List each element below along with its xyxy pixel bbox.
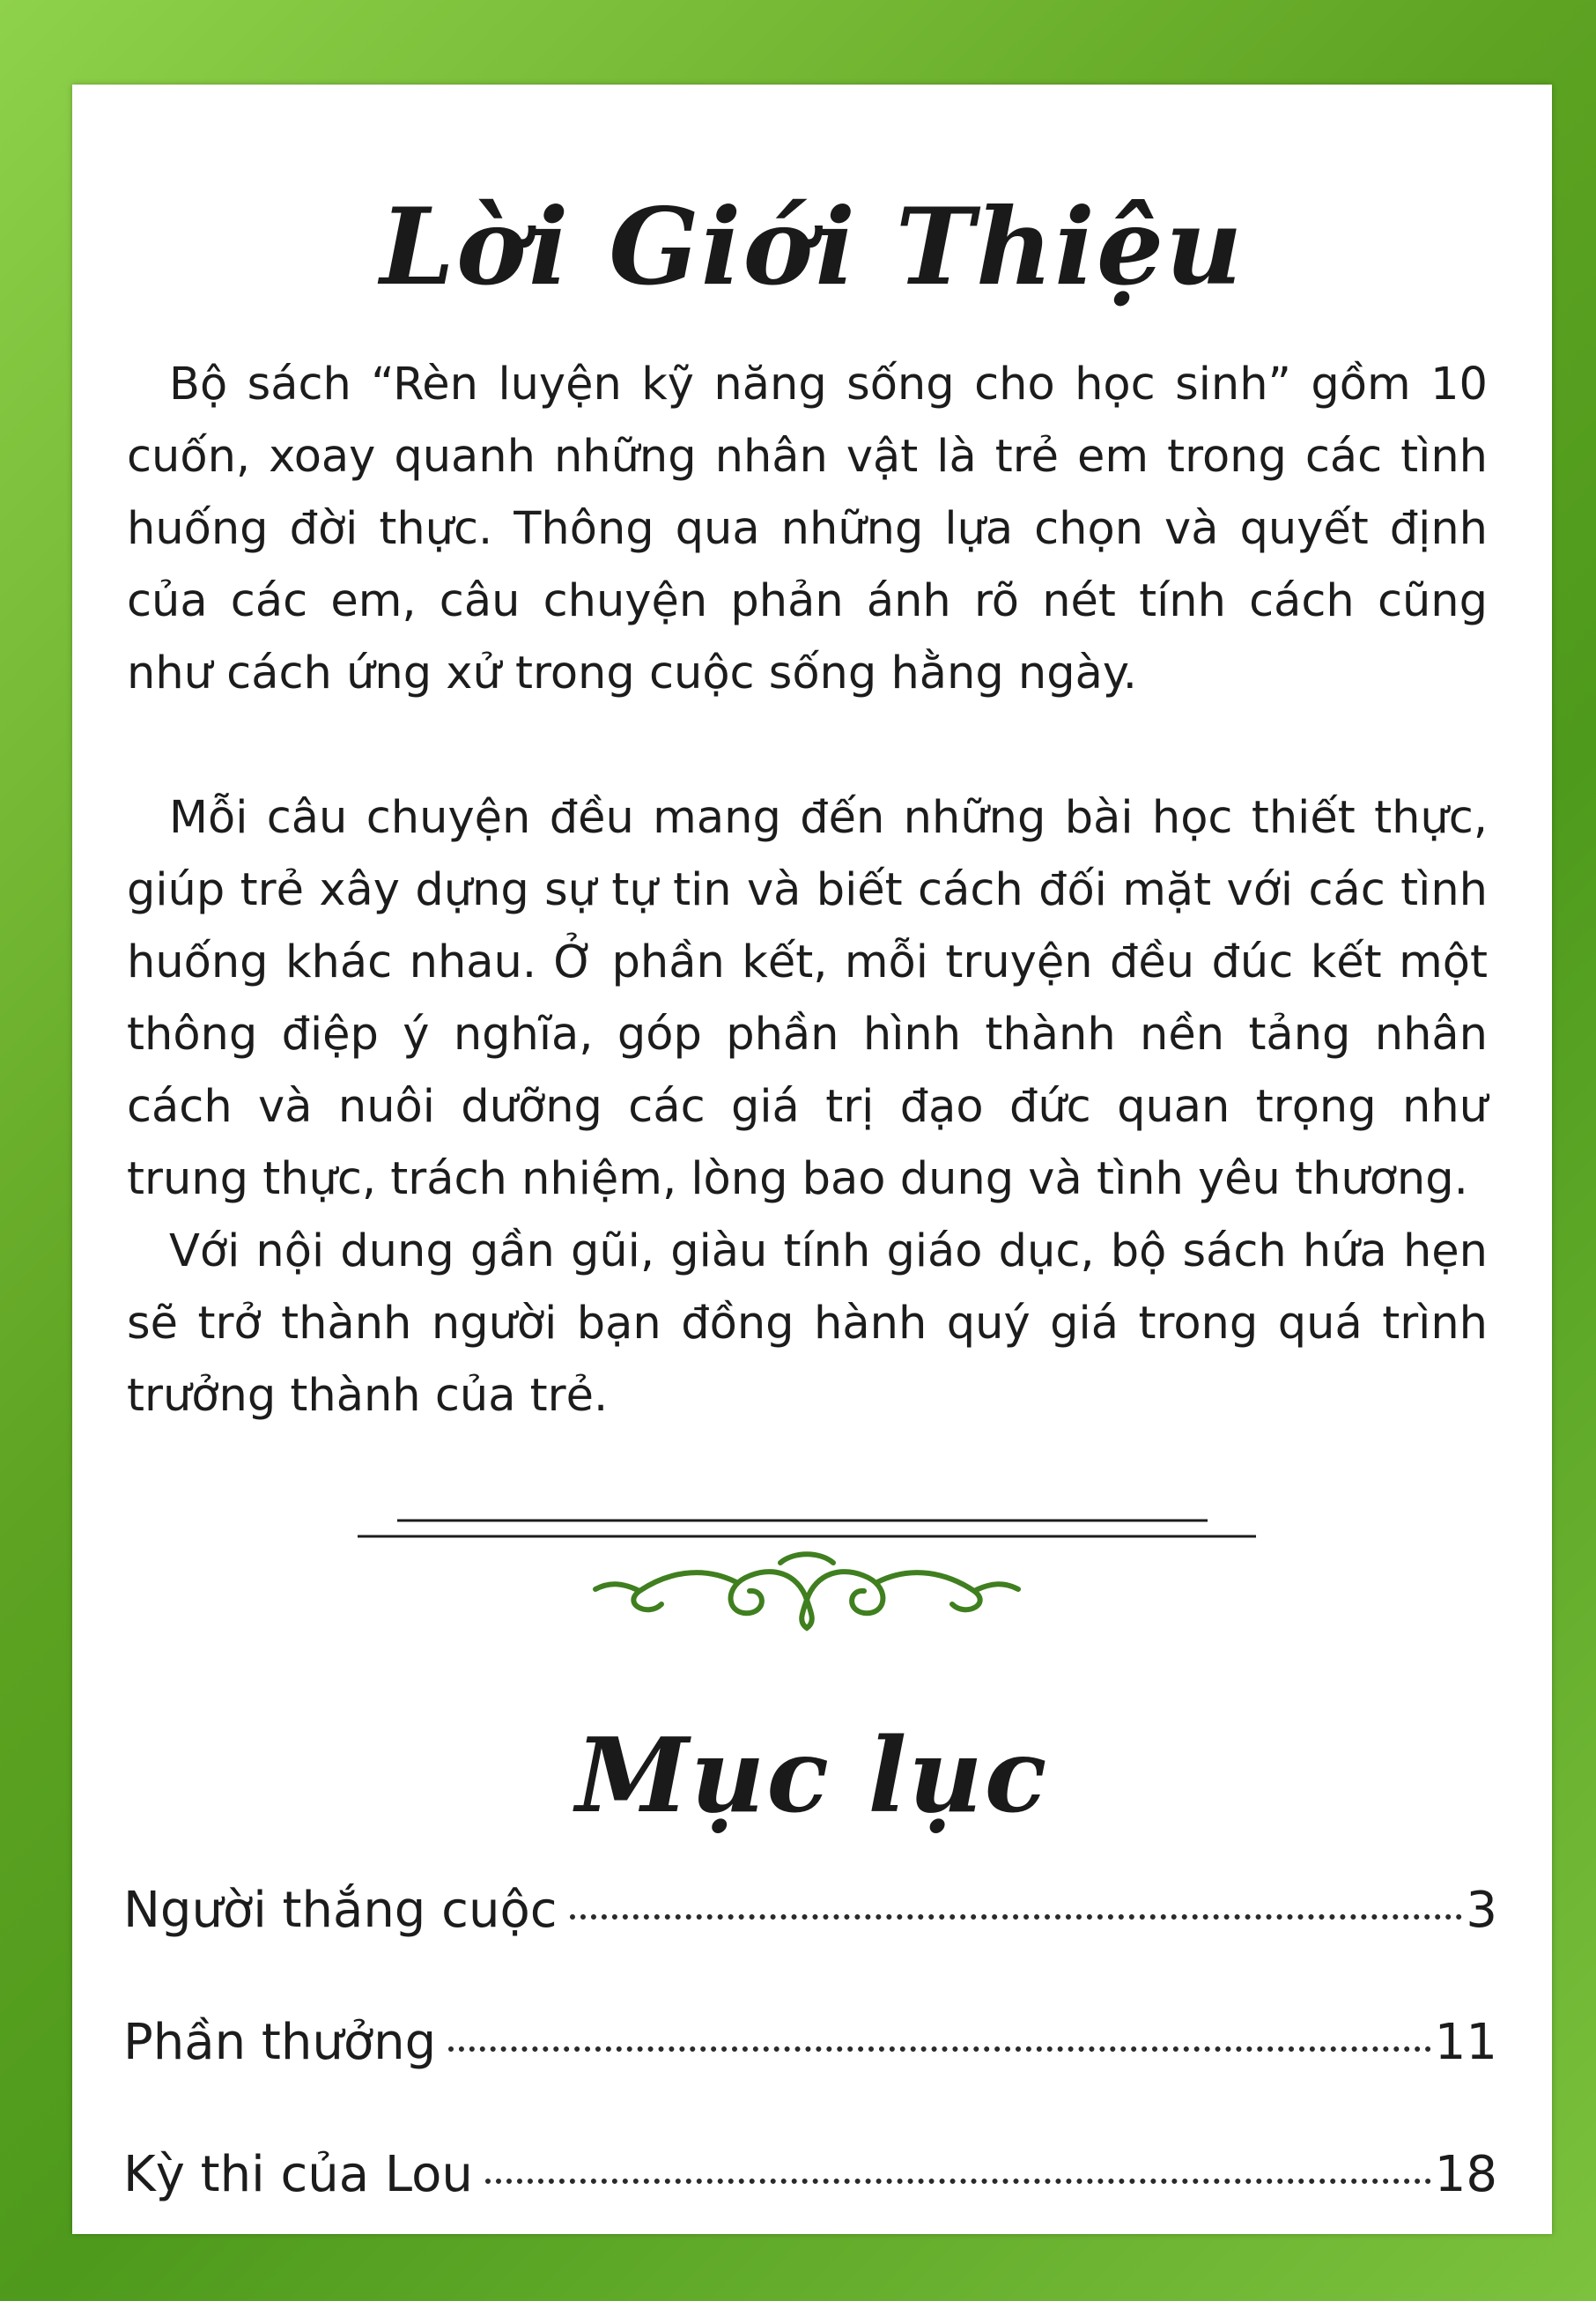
toc-entry-label: Phần thưởng [123,2014,437,2071]
toc-entry-page: 11 [1434,2014,1497,2071]
table-of-contents [123,1882,1497,2278]
toc-title: Mục lục [575,1716,1049,1836]
intro-title: Lời Giới Thiệu [380,185,1245,309]
intro-paragraph-3: Với nội dung gần gũi, giàu tính giáo dục, bộ sách hứa hẹn sẽ trở thành người bạn đồng hành quý giá trong quá trình trưởng thành của trẻ. [127,1225,1488,1422]
flourish-icon [595,1554,1018,1628]
intro-paragraph-2: Mỗi câu chuyện đều mang đến những bài học thiết thực, giúp trẻ xây dựng sự tự tin và biết cách đối mặt với các tình huống khác nhau. Ở phần kết, mỗi truyện đều đúc kết một thông điệp ý nghĩa, góp phần hình thành nền tảng nhân cách và nuôi dưỡng các giá trị đạo đức quan trọng như trung thực, trách nhiệm, lòng bao dung và tình yêu thương. [127,792,1488,1205]
toc-leader-dots [570,1914,1463,1920]
book-page [72,85,1552,2234]
intro-paragraph-1: Bộ sách “Rèn luyện kỹ năng sống cho học sinh” gồm 10 cuốn, xoay quanh những nhân vật là trẻ em trong các tình huống đời thực. Thông qua những lựa chọn và quyết định của các em, câu chuyện phản ánh rõ nét tính cách cũng như cách ứng xử trong cuộc sống hằng ngày. [127,359,1488,699]
toc-entry[interactable] [123,2146,1497,2278]
ornamental-divider [358,1512,1256,1635]
toc-entry-page: 18 [1434,2146,1497,2203]
toc-entry-label: Kỳ thi của Lou [123,2146,473,2203]
toc-entry-page: 3 [1466,1882,1497,1939]
toc-entry[interactable] [123,2014,1497,2146]
toc-leader-dots [448,2046,1431,2052]
toc-entry-label: Người thắng cuộc [123,1882,558,1939]
toc-leader-dots [485,2179,1431,2184]
toc-entry[interactable] [123,1882,1497,2014]
